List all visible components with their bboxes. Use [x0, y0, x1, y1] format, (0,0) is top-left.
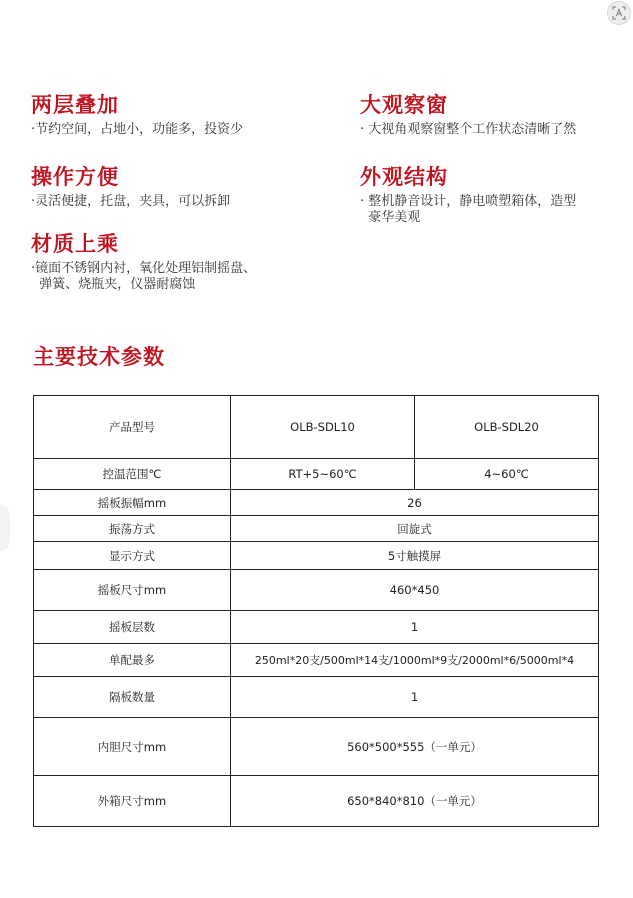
model-cell: OLB-SDL10 — [231, 396, 415, 459]
value-cell: 250ml*20支/500ml*14支/1000ml*9支/2000ml*6/5000ml*4 — [231, 644, 599, 677]
feature-block-structure — [360, 164, 576, 226]
spec-table — [33, 395, 599, 827]
feature-title: 材质上乘 — [31, 232, 119, 256]
table-row — [34, 490, 599, 516]
model-cell: OLB-SDL20 — [415, 396, 599, 459]
feature-block-material — [31, 231, 256, 293]
value-cell: 26 — [231, 490, 599, 516]
row-label: 单配最多 — [34, 644, 231, 677]
feature-description: ·镜面不锈钢内衬，氧化处理铝制摇盘、 弹簧、烧瓶夹，仪器耐腐蚀 — [31, 261, 257, 292]
value-cell: 650*840*810（一单元） — [231, 776, 599, 827]
feature-title: 操作方便 — [31, 165, 119, 189]
section-title: 主要技术参数 — [33, 345, 165, 369]
feature-title: 大观察窗 — [360, 93, 448, 117]
value-cell: 460*450 — [231, 570, 599, 611]
value-cell: 1 — [231, 611, 599, 644]
table-row — [34, 516, 599, 542]
table-row — [34, 611, 599, 644]
feature-title: 外观结构 — [360, 165, 448, 189]
row-label: 外箱尺寸mm — [34, 776, 231, 827]
feature-description: · 整机静音设计，静电喷塑箱体，造型 豪华美观 — [360, 194, 577, 225]
row-label: 显示方式 — [34, 542, 231, 570]
row-label: 控温范围℃ — [34, 459, 231, 490]
text-scan-icon — [612, 6, 626, 20]
value-cell: RT+5~60℃ — [231, 459, 415, 490]
table-row — [34, 542, 599, 570]
feature-description: ·节约空间，占地小，功能多，投资少 — [31, 122, 244, 137]
row-label: 摇板振幅mm — [34, 490, 231, 516]
feature-block-stacking — [31, 92, 243, 138]
value-cell: 4~60℃ — [415, 459, 599, 490]
row-label: 内胆尺寸mm — [34, 718, 231, 776]
feature-title: 两层叠加 — [31, 93, 119, 117]
value-cell: 5寸触摸屏 — [231, 542, 599, 570]
table-row — [34, 677, 599, 718]
row-label: 隔板数量 — [34, 677, 231, 718]
row-label: 摇板尺寸mm — [34, 570, 231, 611]
row-label: 产品型号 — [34, 396, 231, 459]
table-row — [34, 776, 599, 827]
feature-block-operation — [31, 164, 230, 210]
feature-description: ·灵活便捷，托盘，夹具，可以拆卸 — [31, 194, 231, 209]
table-row — [34, 459, 599, 490]
value-cell: 1 — [231, 677, 599, 718]
table-row — [34, 570, 599, 611]
table-row — [34, 644, 599, 677]
value-cell: 560*500*555（一单元） — [231, 718, 599, 776]
text-recognition-button[interactable] — [607, 1, 631, 25]
feature-block-window — [360, 92, 576, 138]
page-edge-marker — [0, 505, 10, 551]
value-cell: 回旋式 — [231, 516, 599, 542]
feature-description: · 大视角观察窗整个工作状态清晰了然 — [360, 122, 577, 137]
row-label: 振荡方式 — [34, 516, 231, 542]
table-row — [34, 718, 599, 776]
table-row — [34, 396, 599, 459]
row-label: 摇板层数 — [34, 611, 231, 644]
